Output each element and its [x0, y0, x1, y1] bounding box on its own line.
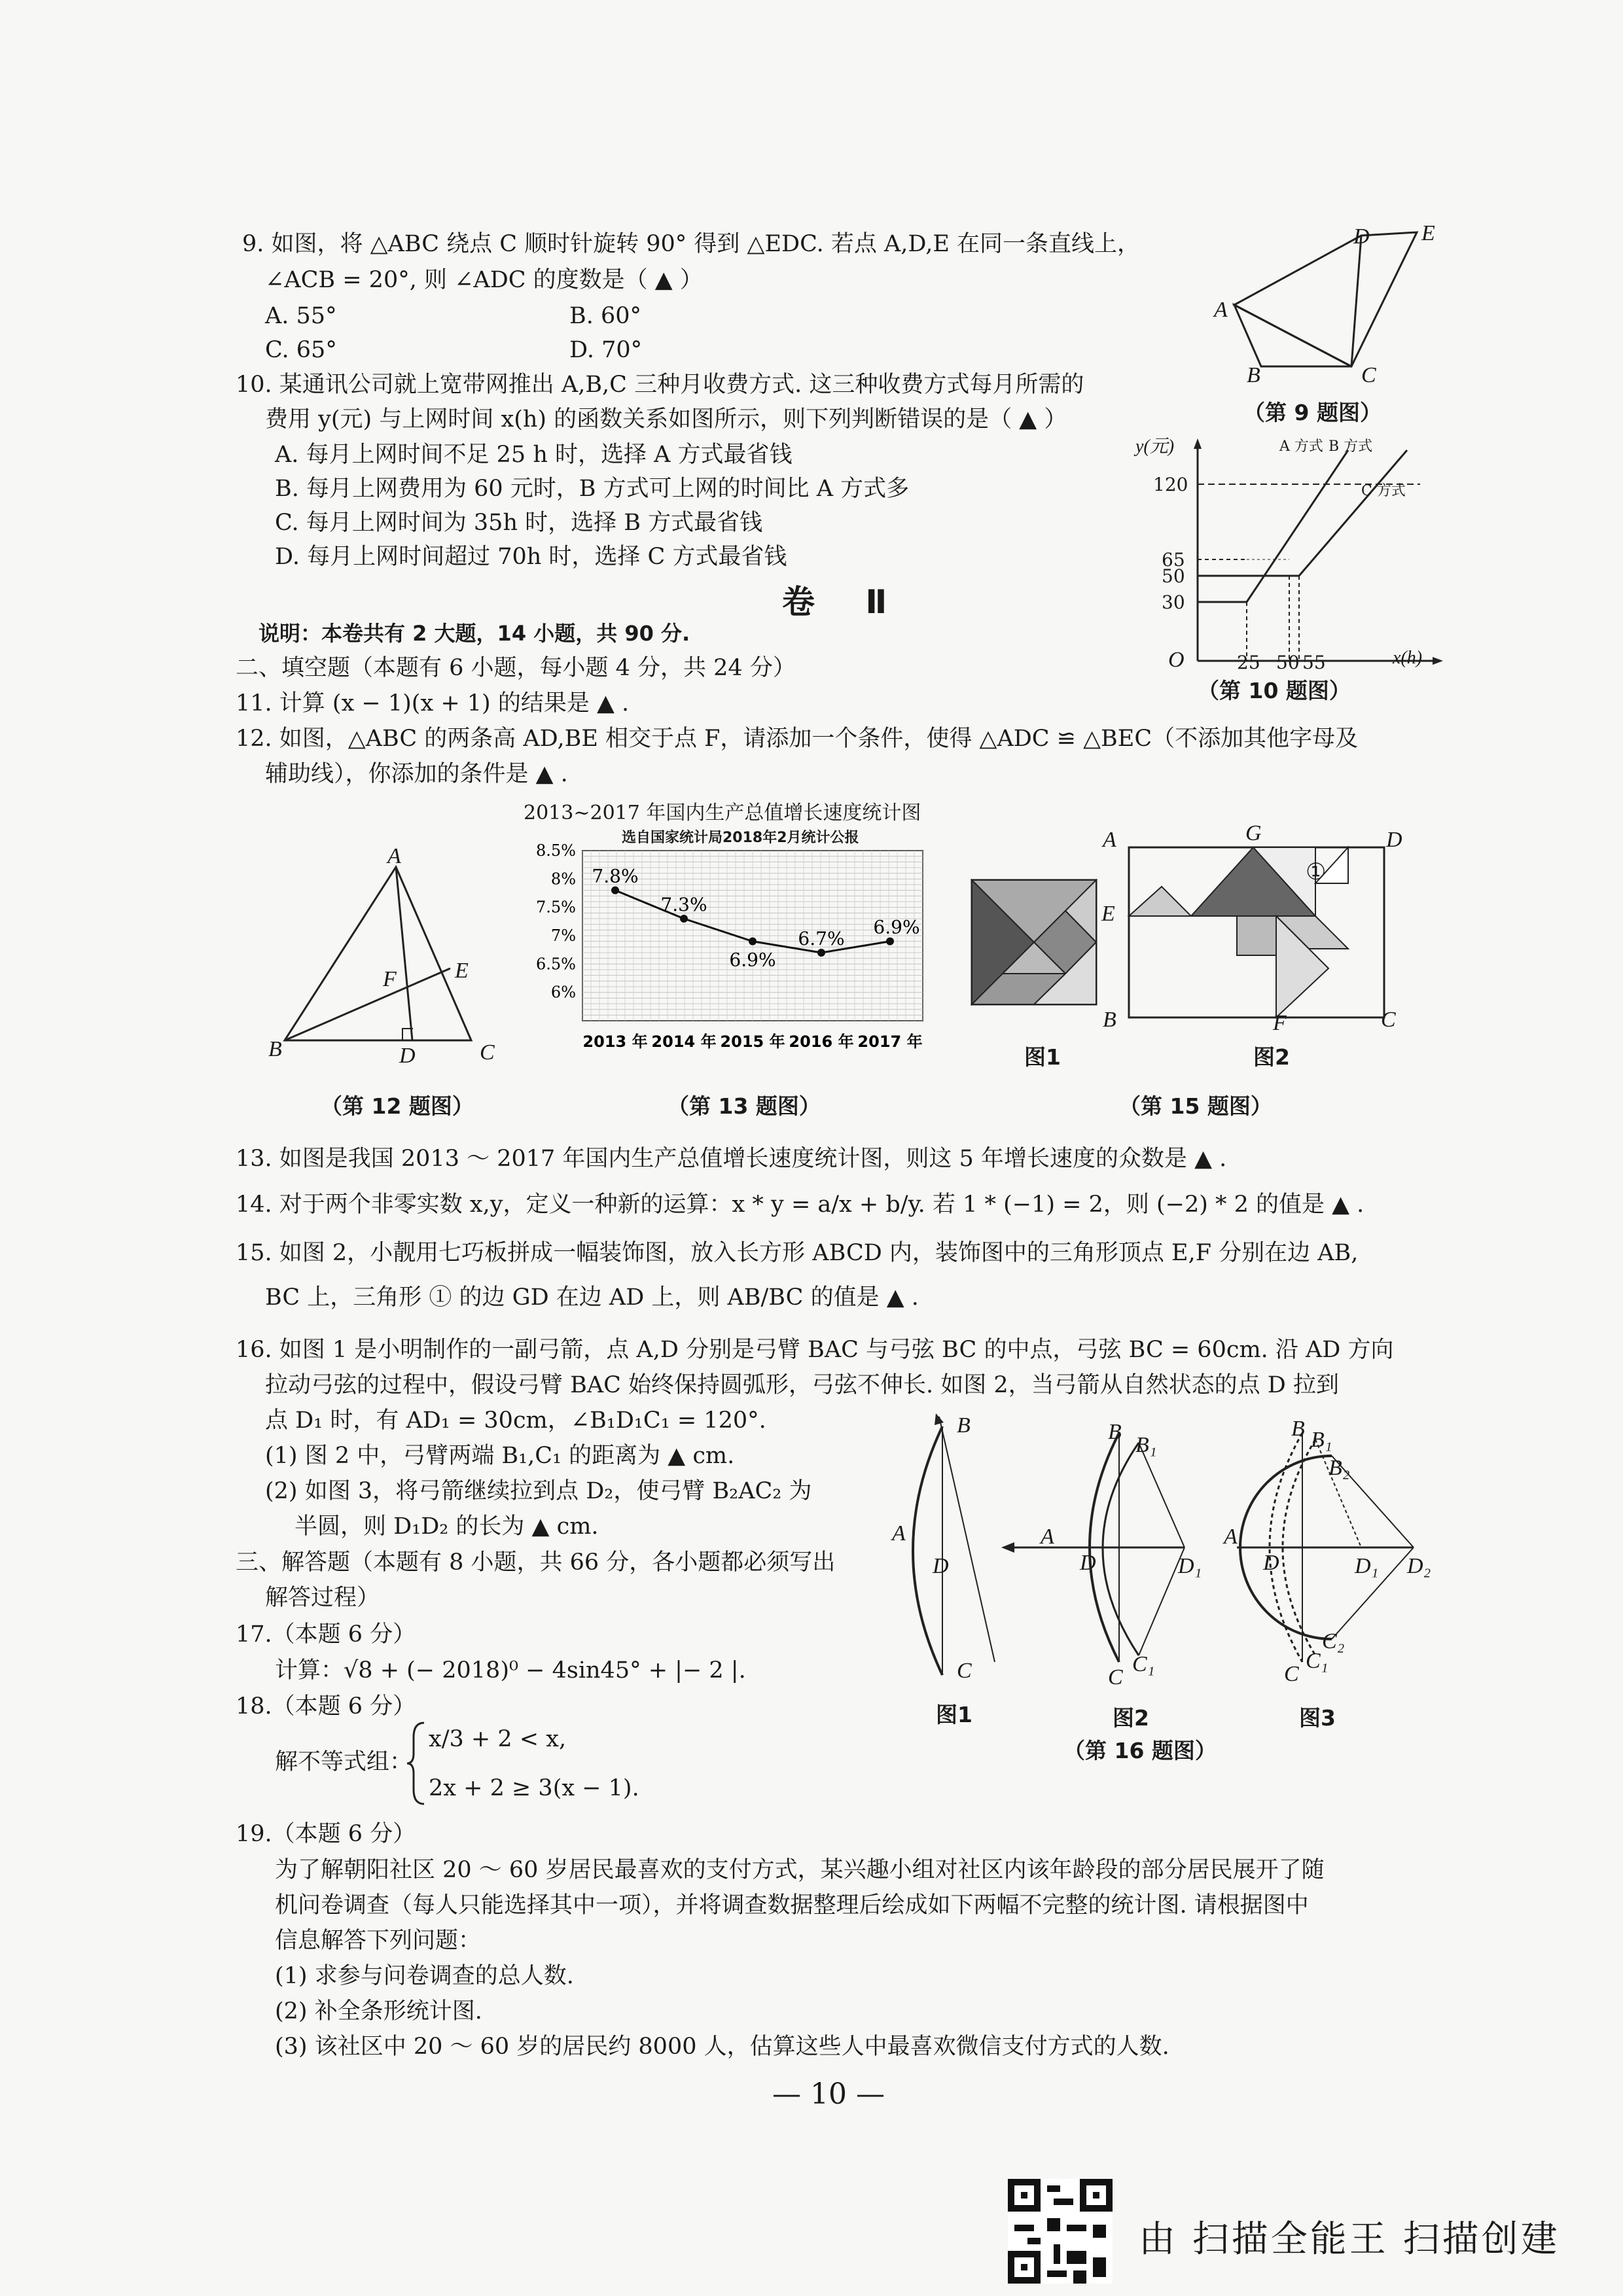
q19-sub1: (1) 求参与问卷调查的总人数.: [275, 1963, 574, 1989]
q10-caption: （第 10 题图）: [1198, 678, 1351, 703]
q16-fig3-label-d: D: [1263, 1551, 1279, 1575]
q12-line2: 辅助线），你添加的条件是 ▲ .: [265, 761, 568, 787]
q16-fig2-label-d: D: [1080, 1551, 1096, 1575]
chart-data-point: [749, 938, 757, 945]
chart-data-point: [886, 938, 894, 945]
q10-option-d: D. 每月上网时间超过 70h 时，选择 C 方式最省钱: [275, 544, 787, 570]
q10-xtick-25: 25: [1237, 652, 1260, 673]
q10-option-b: B. 每月上网费用为 60 元时，B 方式可上网的时间比 A 方式多: [275, 476, 910, 502]
q10-option-a: A. 每月上网时间不足 25 h 时，选择 A 方式最省钱: [275, 442, 793, 468]
section-title: 卷 Ⅱ: [782, 583, 907, 621]
q9-label-c: C: [1361, 363, 1376, 387]
q10-legend-b: B 方式: [1329, 438, 1373, 455]
answer-heading-line1: 三、解答题（本题有 8 小题，共 66 分，各小题都必须写出: [236, 1549, 836, 1576]
q19-line2: 机问卷调查（每人只能选择其中一项），并将调查数据整理后绘成如下两幅不完整的统计图. 请根据图中: [275, 1892, 1309, 1918]
q15-line1: 15. 如图 2，小靓用七巧板拼成一幅装饰图，放入长方形 ABCD 内，装饰图中的三角形顶点 E,F 分别在边 AB,: [236, 1240, 1359, 1266]
q9-label-b: B: [1247, 363, 1260, 387]
q19-line3: 信息解答下列问题：: [275, 1928, 482, 1954]
q16-fig1-label: 图1: [936, 1702, 972, 1727]
q9-label-d: D: [1353, 224, 1370, 249]
q15-line2: BC 上，三角形 ① 的边 GD 在边 AD 上，则 AB/BC 的值是 ▲ .: [265, 1284, 919, 1311]
q10-graph: [1152, 432, 1440, 667]
q16-fig2-label-c1: C₁: [1132, 1652, 1155, 1676]
q16-fig2-label-b1: B₁: [1135, 1433, 1157, 1457]
q16-fig3-label-b1: B₁: [1311, 1428, 1332, 1452]
q14-text: 14. 对于两个非零实数 x,y，定义一种新的运算：x * y = a/x + b/y. 若 1 * (−1) = 2，则 (−2) * 2 的值是 ▲ .: [236, 1192, 1364, 1218]
q10-xtick-55: 55: [1302, 652, 1326, 673]
answer-heading-line2: 解答过程）: [265, 1585, 380, 1611]
q16-figure1-bow: [890, 1413, 1021, 1688]
chart-ytick-label: 8.5%: [536, 841, 576, 860]
q16-fig3-label-c2: C₂: [1322, 1629, 1345, 1653]
q16-fig2-label-c: C: [1108, 1665, 1123, 1689]
q13-caption: （第 13 题图）: [668, 1093, 821, 1119]
q17-heading: 17.（本题 6 分）: [236, 1621, 416, 1648]
chart-xtick-label: 2015 年: [720, 1033, 785, 1051]
q16-sub1: (1) 图 2 中，弓臂两端 B₁,C₁ 的距离为 ▲ cm.: [265, 1443, 735, 1469]
q16-fig3-label-b2: B₂: [1329, 1456, 1350, 1480]
chart-data-label: 7.3%: [660, 894, 707, 915]
q18-inequality1: x/3 + 2 < x,: [429, 1726, 567, 1752]
q10-ytick-30: 30: [1162, 592, 1185, 613]
q18-heading: 18.（本题 6 分）: [236, 1693, 416, 1720]
q16-fig2-label-a: A: [1041, 1525, 1054, 1549]
chart-xtick-label: 2016 年: [789, 1033, 854, 1051]
qr-code-icon: [1008, 2179, 1113, 2284]
q10-ytick-50: 50: [1162, 565, 1185, 587]
q10-line1: 10. 某通讯公司就上宽带网推出 A,B,C 三种月收费方式. 这三种收费方式每月所需的: [236, 372, 1084, 398]
q16-fig2-label-b: B: [1108, 1420, 1122, 1444]
q15-figure2-rectangle: [1126, 844, 1387, 1021]
q15-label-a: A: [1103, 828, 1116, 852]
chart-ytick-label: 7%: [550, 927, 576, 945]
fill-blank-heading: 二、填空题（本题有 6 小题，每小题 4 分，共 24 分）: [236, 655, 796, 681]
q15-label-e: E: [1101, 902, 1115, 926]
q16-fig3-label-a: A: [1224, 1525, 1238, 1549]
section-note: 说明：本卷共有 2 大题，14 小题，共 90 分.: [259, 621, 690, 646]
q15-label-d: D: [1386, 828, 1402, 852]
chart-data-label: 6.7%: [798, 928, 845, 949]
q15-label-one: ①: [1306, 859, 1327, 885]
q10-origin: O: [1168, 648, 1185, 672]
q19-sub3: (3) 该社区中 20 ～ 60 岁的居民约 8000 人，估算这些人中最喜欢微信支付方式的人数.: [275, 2034, 1169, 2060]
q15-label-b: B: [1103, 1008, 1116, 1032]
q15-figure1-tangram: [969, 877, 1099, 1008]
chart-data-point: [680, 915, 688, 923]
q16-sub2b: 半圆，则 D₁D₂ 的长为 ▲ cm.: [294, 1513, 599, 1540]
q19-sub2: (2) 补全条形统计图.: [275, 1998, 482, 2024]
q16-fig3-label-b: B: [1291, 1417, 1305, 1441]
q16-fig3-label-d2: D₂: [1407, 1554, 1431, 1578]
q15-fig1-label: 图1: [1024, 1044, 1061, 1070]
q15-fig2-label: 图2: [1253, 1044, 1290, 1070]
q18-inequality2: 2x + 2 ≥ 3(x − 1).: [429, 1775, 639, 1801]
chart-xtick-label: 2017 年: [857, 1033, 923, 1051]
q12-caption: （第 12 题图）: [321, 1093, 474, 1119]
q15-label-c: C: [1381, 1008, 1396, 1032]
q10-option-c: C. 每月上网时间为 35h 时，选择 B 方式最省钱: [275, 510, 763, 536]
q10-line2: 费用 y(元) 与上网时间 x(h) 的函数关系如图所示，则下列判断错误的是（ ▲ ）: [265, 406, 1067, 433]
q16-line1: 16. 如图 1 是小明制作的一副弓箭，点 A,D 分别是弓臂 BAC 与弓弦 BC 的中点，弓弦 BC = 60cm. 沿 AD 方向: [236, 1337, 1394, 1363]
q15-caption: （第 15 题图）: [1119, 1093, 1272, 1119]
page-number: — 10 —: [772, 2077, 885, 2111]
q10-xtick-50: 50: [1276, 652, 1300, 673]
chart-data-label: 6.9%: [729, 949, 776, 971]
chart-ytick-label: 8%: [550, 870, 576, 889]
q16-fig1-label-a: A: [892, 1521, 906, 1545]
q10-xlabel: x(h): [1393, 648, 1423, 668]
chart-ytick-label: 7.5%: [536, 898, 576, 917]
q16-fig3-label-d1: D₁: [1355, 1554, 1379, 1578]
q9-line2: ∠ACB = 20°, 则 ∠ADC 的度数是（ ▲ ）: [265, 267, 703, 293]
q9-option-b: B. 60°: [569, 303, 642, 329]
q19-line1: 为了解朝阳社区 20 ～ 60 岁居民最喜欢的支付方式，某兴趣小组对社区内该年龄段的部分居民展开了随: [275, 1857, 1325, 1883]
chart-ytick-label: 6.5%: [536, 955, 576, 974]
q16-caption: （第 16 题图）: [1063, 1738, 1217, 1763]
q9-option-c: C. 65°: [265, 337, 337, 363]
chart-xtick-label: 2013 年: [582, 1033, 648, 1051]
q16-fig1-label-b: B: [957, 1413, 971, 1438]
q9-line1: 9. 如图，将 △ABC 绕点 C 顺时针旋转 90° 得到 △EDC. 若点 A,D,E 在同一条直线上，: [242, 231, 1141, 257]
chart-xtick-label: 2014 年: [651, 1033, 717, 1051]
q9-caption: （第 9 题图）: [1243, 400, 1382, 425]
q10-ytick-65: 65: [1162, 549, 1185, 571]
q16-fig3-label: 图3: [1299, 1705, 1336, 1731]
q10-legend-a: A 方式: [1279, 438, 1323, 455]
q9-label-e: E: [1421, 221, 1435, 245]
chart-data-label: 7.8%: [592, 865, 639, 887]
scanner-watermark: 由 扫描全能王 扫描创建: [1139, 2218, 1560, 2261]
q9-option-a: A. 55°: [265, 303, 337, 329]
q16-line3: 点 D₁ 时，有 AD₁ = 30cm，∠B₁D₁C₁ = 120°.: [265, 1407, 766, 1434]
chart-ytick-label: 6%: [550, 983, 576, 1002]
q12-label-b: B: [268, 1037, 282, 1061]
chart-title: 2013~2017 年国内生产总值增长速度统计图: [524, 802, 921, 824]
q18-lead: 解不等式组：: [275, 1749, 413, 1775]
q12-label-c: C: [480, 1040, 495, 1065]
q16-line2: 拉动弓弦的过程中，假设弓臂 BAC 始终保持圆弧形，弓弦不伸长. 如图 2，当弓箭从自然状态的点 D 拉到: [265, 1372, 1339, 1398]
q15-label-g: G: [1245, 821, 1262, 845]
chart-data-point: [611, 887, 619, 894]
q19-heading: 19.（本题 6 分）: [236, 1821, 416, 1847]
q11-text: 11. 计算 (x − 1)(x + 1) 的结果是 ▲ .: [236, 690, 630, 716]
q15-label-f: F: [1273, 1011, 1287, 1035]
q10-ylabel: y(元): [1135, 436, 1175, 457]
q9-option-d: D. 70°: [569, 337, 643, 363]
q16-sub2a: (2) 如图 3，将弓箭继续拉到点 D₂，使弓臂 B₂AC₂ 为: [265, 1478, 812, 1504]
q12-label-a: A: [387, 844, 401, 868]
q12-label-d: D: [399, 1044, 416, 1068]
q16-fig1-label-c: C: [957, 1659, 972, 1683]
q10-legend-c: C 方式: [1361, 483, 1406, 499]
q10-ytick-120: 120: [1153, 474, 1188, 495]
q13-line-chart: [530, 841, 936, 1053]
chart-subtitle: 选自国家统计局2018年2月统计公报: [622, 830, 859, 846]
q16-fig3-label-c1: C₁: [1306, 1649, 1329, 1673]
q12-label-e: E: [455, 959, 469, 983]
q16-fig1-label-d: D: [933, 1554, 949, 1578]
q16-figure2-bow: [1008, 1420, 1217, 1682]
q13-text: 13. 如图是我国 2013 ～ 2017 年国内生产总值增长速度统计图，则这 5 年增长速度的众数是 ▲ .: [236, 1146, 1227, 1172]
q16-fig3-label-c: C: [1284, 1662, 1299, 1686]
q12-line1: 12. 如图，△ABC 的两条高 AD,BE 相交于点 F，请添加一个条件，使得 △ADC ≌ △BEC（不添加其他字母及: [236, 726, 1359, 752]
q12-figure: [275, 857, 484, 1047]
q9-figure: [1198, 222, 1446, 380]
q18-brace: [406, 1721, 425, 1806]
q16-fig2-label: 图2: [1113, 1705, 1149, 1731]
q16-fig2-label-d1: D₁: [1178, 1554, 1202, 1578]
chart-data-label: 6.9%: [873, 916, 920, 938]
q9-label-a: A: [1214, 298, 1228, 322]
q17-body: 计算：√8 + (− 2018)⁰ − 4sin45° + |− 2 |.: [275, 1657, 746, 1684]
q12-label-f: F: [383, 967, 397, 991]
chart-data-point: [817, 949, 825, 957]
